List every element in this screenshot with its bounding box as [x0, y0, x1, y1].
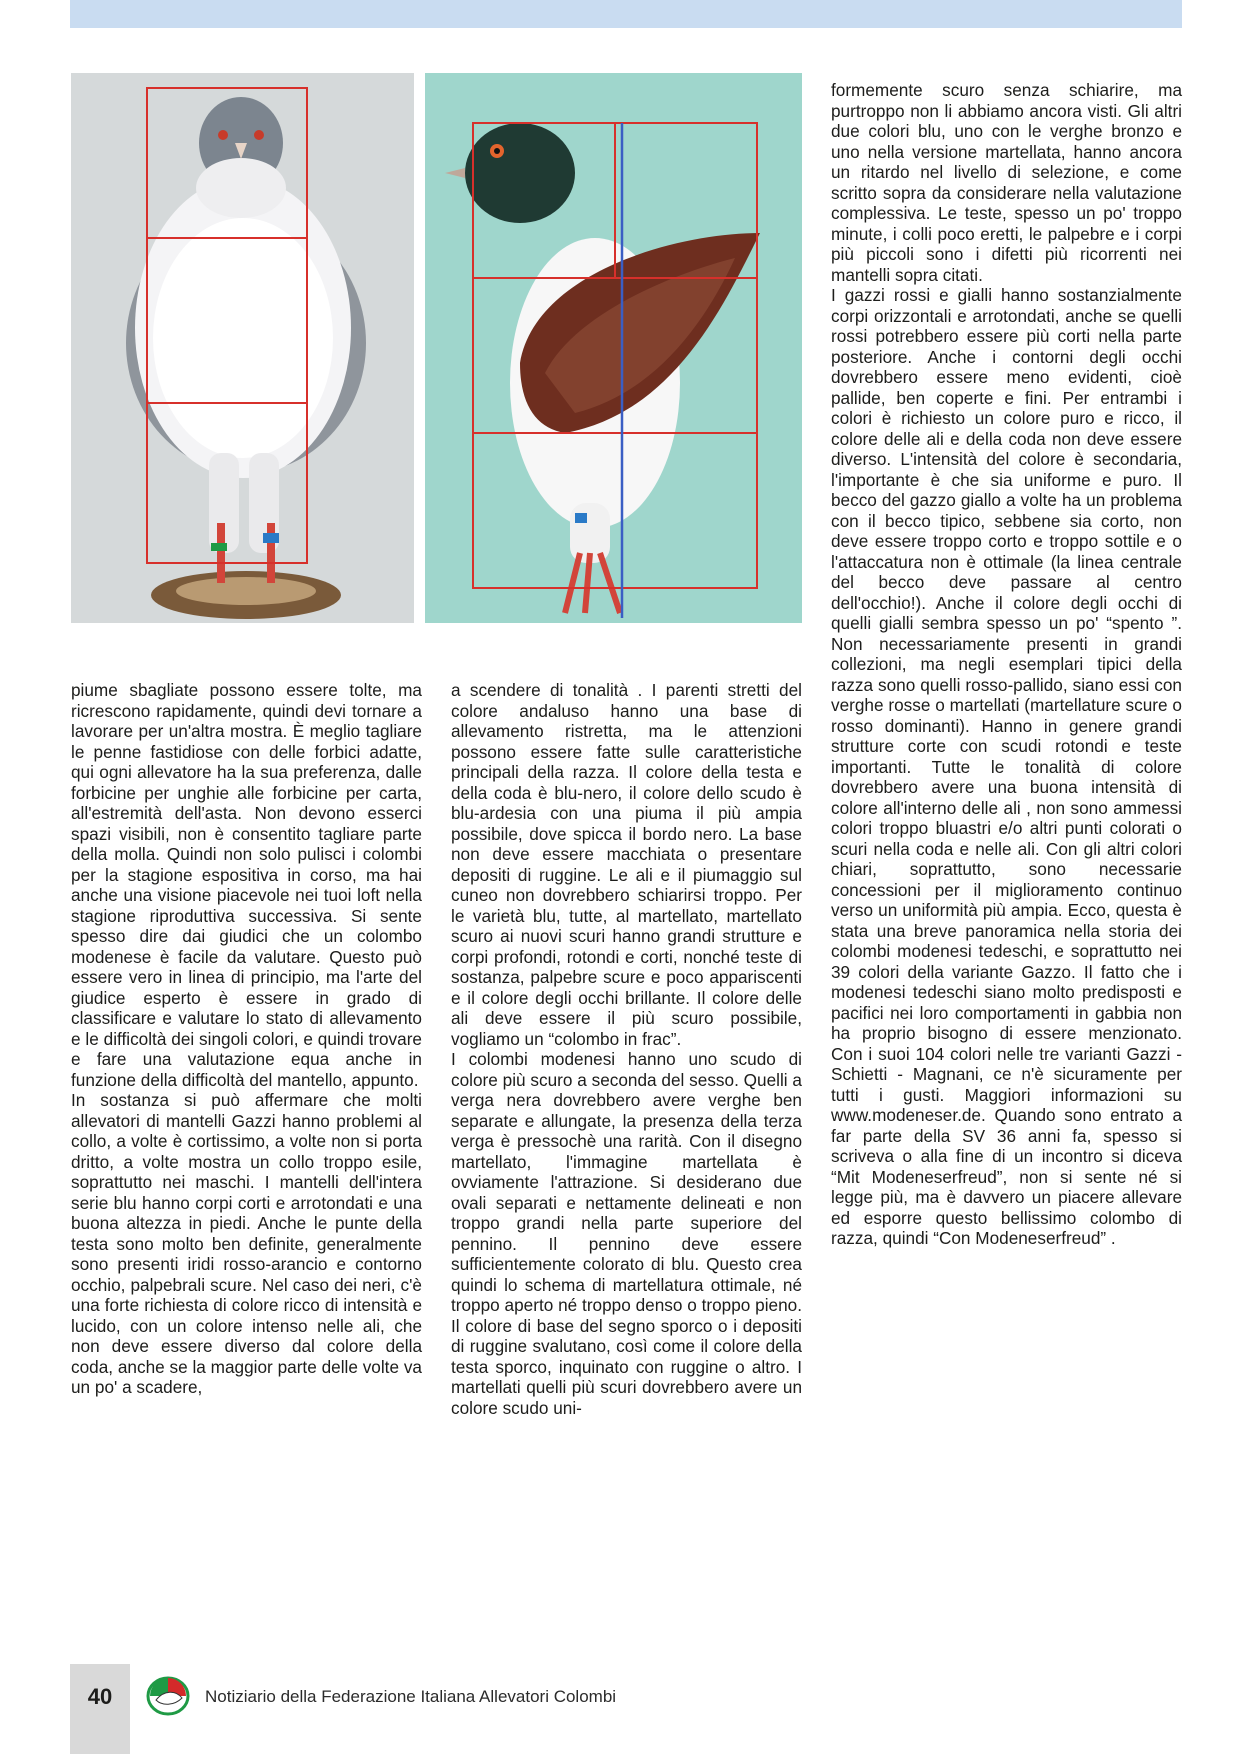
paragraph: I colombi modenesi hanno uno scudo di colore più scuro a seconda del sesso. Quelli a verga nera dovrebbero avere verghe ben separate e allungate, la presenza della terza verga è pressochè una rarità. Con il disegno martellato, l'immagine martellata è ovviamente l'attrazione. Si desiderano due ovali separati e nettamente delineati e non troppo grandi nella parte superiore del pennino. Il pennino deve essere sufficientemente colorato di blu. Questo crea quindi lo schema di martellatura ottimale, né troppo aperto né troppo denso o troppo pieno. Il colore di base del segno sporco o i depositi di ruggine svalutano, così come il colore della testa sporco, inquinato con ruggine o altro. I martellati quelli più scuri dovrebbero avere un colore scudo uni- — [451, 1049, 802, 1418]
article-column-2 — [451, 680, 802, 1418]
federation-logo — [146, 1676, 190, 1721]
paragraph: In sostanza si può affermare che molti allevatori di mantelli Gazzi hanno problemi al collo, a volte è cortissimo, a volte non si porta dritto, a volte mostra un collo troppo esile, soprattutto nei maschi. I mantelli dell'intera serie blu hanno corpi corti e arrotondati e una buona altezza in piedi. Anche le punte della testa sono molto ben definite, generalmente sono presenti iridi rosso-arancio e contorno occhio, palpebrali scure. Nel caso dei neri, c'è una forte richiesta di colore ricco di intensità e lucido, con un colore intenso nelle ali, che non deve essere diverso dal colore della coda, anche se la maggior parte delle volte va un po' a scadere, — [71, 1090, 422, 1397]
pigeon-front-photo — [71, 73, 414, 623]
paragraph: piume sbagliate possono essere tolte, ma ricrescono rapidamente, quindi devi tornare a lavorare per un'altra mostra. È meglio tagliare le penne fastidiose con delle forbici adatte, qui ogni allevatore ha la sua preferenza, dalle forbicine per unghie alle forbicine per carta, all'estremità dell'asta. Non devono esserci spazi visibili, non è consentito tagliare parte della molla. Quindi non solo pulisci i colombi per la stagione espositiva in corso, ma hai anche una visione piacevole nei tuoi loft nella stagione riproduttiva successiva. Si sente spesso dire dai giudici che un colombo modenese è facile da valutare. Questo può essere vero in linea di principio, ma l'arte del giudice esperto è essere in grado di classificare e valutare lo stato di allevamento e le difficoltà dei singoli colori, e quindi trovare e fare una valutazione equa anche in funzione della difficoltà del mantello, appunto. — [71, 680, 422, 1090]
header-band — [70, 0, 1182, 28]
publication-title: Notiziario della Federazione Italiana Allevatori Colombi — [205, 1687, 617, 1706]
article-column-1 — [71, 680, 422, 1398]
pigeon-side-photo — [425, 73, 802, 623]
paragraph: a scendere di tonalità . I parenti stretti del colore andaluso hanno una base di allevamento ristretta, ma le attenzioni possono essere fatte sulle caratteristiche principali della razza. Il colore della testa e della coda è blu-nero, il colore dello scudo è blu-ardesia con una piuma il più ampia possibile, dove spicca il bordo nero. La base non deve essere macchiata o presentare depositi di ruggine. Le ali e il piumaggio sul cuneo non dovrebbero schiarirsi troppo. Per le varietà blu, tutte, al martellato, martellato scuro ai nuovi scuri hanno grandi strutture e corpi profondi, rotondi e corti, nonché teste di sostanza, palpebre scure e poco appariscenti e il colore degli occhi brillante. Il colore delle ali deve essere il più scuro possibile, vogliamo un “colombo in frac”. — [451, 680, 802, 1049]
article-column-3 — [831, 80, 1182, 1249]
paragraph: I gazzi rossi e gialli hanno sostanzialmente corpi orizzontali e arrotondati, anche se quelli rossi potrebbero essere più corti nella parte posteriore. Anche i contorni degli occhi dovrebbero essere meno evidenti, cioè pallide, ben coperte e fini. Per entrambi i colori è richiesto un colore puro e ricco, il colore delle ali e della coda non deve essere diverso. L'intensità del colore è secondaria, l'importante è che sia uniforme e puro. Il becco del gazzo giallo a volte ha un problema con il becco tipico, sebbene sia corto, non deve essere troppo corto e troppo sottile e o l'attaccatura non è ottimale (la linea centrale del becco deve passare al centro dell'occhio!). Anche il colore degli occhi di quelli gialli sembra spesso un po' “spento ”. Non necessariamente presenti in grandi collezioni, ma negli esemplari tipici della razza sono quelli rosso-pallido, siano essi con verghe rosse o martellati (martellature scure o rosso dominanti). Hanno in genere grandi strutture corte con scudi rotondi e teste importanti. Tutte le tonalità di colore dovrebbero avere una buona intensità di colore all'interno delle ali , non sono ammessi colori troppo bluastri e/o altri punti colorati o scuri nella coda e nelle ali. Con gli altri colori chiari, soprattutto, sono necessarie concessioni per il miglioramento continuo verso un uniformità più ampia. Ecco, questa è stata una breve panoramica nella storia dei colombi modenesi tedeschi, e soprattutto nei 39 colori della variante Gazzo. Il fatto che i modenesi tedeschi siano molto predisposti e pacifici nei loro comportamenti in gabbia non ha proprio bisogno di essere menzionato. Con i suoi 104 colori nelle tre varianti Gazzi - Schietti - Magnani, ce n'è sicuramente per tutti i gusti. Maggiori informazioni su www.modeneser.de. Quando sono entrato a far parte della SV 36 anni fa, spesso si scriveva o alla fine di un incontro si diceva “Mit Modeneserfreud”, non si sente né si legge più, ma è davvero un piacere allevare ed esporre questo bellissimo colombo di razza, quindi “Con Modeneserfreud” . — [831, 285, 1182, 1248]
paragraph: formemente scuro senza schiarire, ma purtroppo non li abbiamo ancora visti. Gli altri due colori blu, uno con le verghe bronzo e uno nella versione martellata, hanno ancora un ritardo nel livello di selezione, e come scritto sopra da considerare nella valutazione complessiva. Le teste, spesso un po' troppo minute, i colli poco eretti, le palpebre e i corpi più piccoli sono i difetti più ricorrenti nei mantelli sopra citati. — [831, 80, 1182, 285]
page-number: 40 — [87, 1684, 113, 1709]
